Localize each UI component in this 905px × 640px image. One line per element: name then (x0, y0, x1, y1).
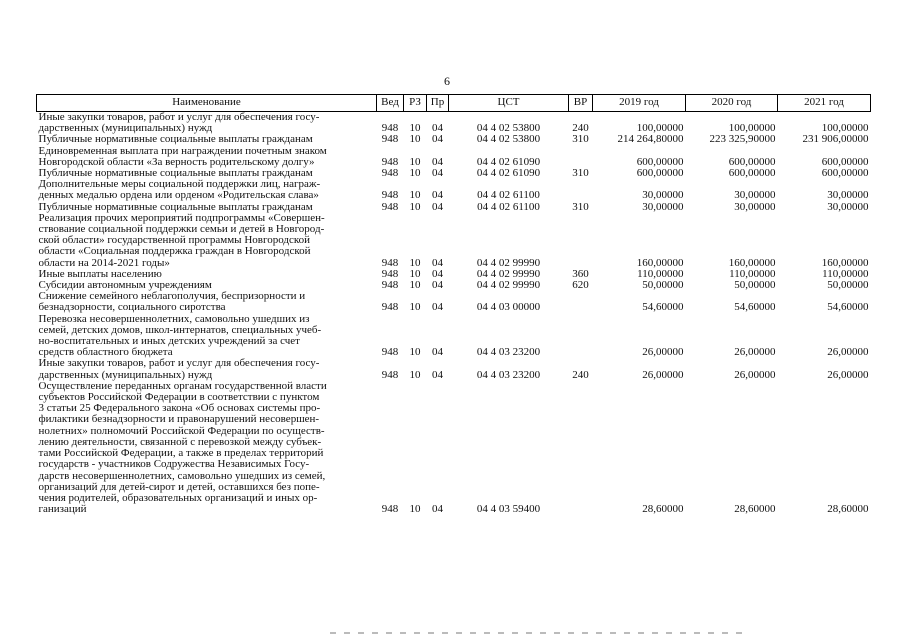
cell-pr: 04 (432, 133, 443, 146)
header-2019: 2019 год (593, 95, 686, 112)
cell-ved: 948 (381, 267, 399, 280)
name-line: Снижение семейного неблагополучия, беспризорности и (38, 290, 306, 303)
cell-rz: 10 (409, 267, 421, 280)
cell-ved: 948 (381, 167, 399, 180)
cell-cst: 04 4 02 61090 (476, 167, 541, 180)
cell-y2021: 231 906,00000 (802, 133, 869, 146)
name-line: Единовременная выплата при награждении почетным знаком (38, 144, 327, 157)
cell-y2021: 110,00000 (822, 267, 869, 280)
name-line: чения родителей, образовательных организаций и иных ор- (38, 491, 318, 504)
cell-name (37, 291, 377, 313)
cell-ved: 948 (381, 155, 399, 168)
table-row (37, 179, 871, 201)
table-row (37, 291, 871, 313)
name-line: безнадзорности, социального сиротства (38, 301, 226, 314)
cell-ved: 948 (381, 279, 399, 292)
cell-rz: 10 (409, 155, 421, 168)
cell-y2020: 26,00000 (734, 368, 776, 381)
header-vr: ВР (569, 95, 593, 112)
name-line: Осуществление переданных органам государственной власти (38, 379, 327, 392)
name-line: лению деятельности, связанной с перевозкой между субъек- (38, 435, 322, 448)
cell-ved: 948 (381, 368, 399, 381)
cell-pr: 04 (432, 200, 443, 213)
name-line: тами Российской Федерации, а также в пределах территорий (38, 447, 324, 460)
cell-y2019: 54,60000 (642, 301, 684, 314)
name-line: ствование социальной поддержки семьи и детей в Новгород- (38, 223, 325, 236)
cell-rz: 10 (409, 346, 421, 359)
name-line: ганизаций (38, 503, 87, 516)
cell-pr: 04 (432, 267, 443, 280)
header-pr: Пр (427, 95, 449, 112)
table-row (37, 112, 871, 135)
cell-y2020: 223 325,90000 (709, 133, 776, 146)
cell-y2020: 600,00000 (728, 167, 776, 180)
cell-y2020: 30,00000 (734, 200, 776, 213)
cell-y2020: 28,60000 (734, 503, 776, 516)
cell-pr: 04 (432, 301, 443, 314)
cell-y2019: 28,60000 (642, 503, 684, 516)
name-line: Дополнительные меры социальной поддержки лиц, награж- (38, 178, 321, 191)
cell-name (37, 314, 377, 359)
cell-cst: 04 4 03 23200 (476, 368, 541, 381)
cell-y2021: 26,00000 (827, 368, 869, 381)
header-2020: 2020 год (686, 95, 778, 112)
cell-rz: 10 (409, 256, 421, 269)
cell-rz: 10 (409, 301, 421, 314)
cell-y2019: 26,00000 (642, 368, 684, 381)
cell-cst: 04 4 02 53800 (476, 133, 541, 146)
cell-vr (569, 291, 593, 313)
cell-y2021: 28,60000 (827, 503, 869, 516)
cell-cst: 04 4 02 61100 (477, 189, 540, 202)
cell-vr (569, 179, 593, 201)
table-row (37, 213, 871, 269)
cell-name (37, 358, 377, 380)
cell-y2019: 30,00000 (642, 200, 684, 213)
cell-vr: 360 (572, 267, 589, 280)
cell-vr (569, 314, 593, 359)
name-line: филактики безнадзорности и правонарушений несовершен- (38, 413, 320, 426)
cell-name (37, 146, 377, 168)
page-number: 6 (444, 74, 450, 88)
cell-rz: 10 (409, 122, 421, 135)
cell-y2019: 600,00000 (636, 167, 684, 180)
cell-rz: 10 (409, 167, 421, 180)
cell-cst: 04 4 02 99990 (476, 267, 541, 280)
cell-pr: 04 (432, 279, 443, 292)
cell-name (37, 179, 377, 201)
cell-rz: 10 (409, 189, 421, 202)
name-line: Субсидии автономным учреждениям (38, 279, 212, 292)
cell-y2020: 160,00000 (728, 256, 776, 269)
cell-pr: 04 (432, 189, 443, 202)
name-line: дарственных (муниципальных) нужд (38, 122, 213, 135)
cell-vr: 310 (572, 200, 589, 213)
cell-y2021: 54,60000 (827, 301, 869, 314)
cell-cst: 04 4 02 99990 (476, 256, 541, 269)
cell-y2019: 30,00000 (642, 189, 684, 202)
cell-cst: 04 4 02 61090 (476, 155, 541, 168)
name-line: Иные выплаты населению (38, 267, 162, 280)
cell-y2019: 600,00000 (636, 155, 684, 168)
cell-pr: 04 (432, 503, 443, 516)
cell-y2020: 26,00000 (734, 346, 776, 359)
cell-rz: 10 (409, 279, 421, 292)
cell-y2019: 50,00000 (642, 279, 684, 292)
header-name: Наименование (37, 95, 377, 112)
scan-artifact (330, 632, 750, 634)
cell-y2020: 50,00000 (734, 279, 776, 292)
cell-ved: 948 (381, 503, 399, 516)
name-line: но-воспитательных и иных детских учреждений за счет (38, 335, 300, 348)
cell-y2020: 110,00000 (729, 267, 776, 280)
cell-rz: 10 (409, 200, 421, 213)
cell-cst: 04 4 02 53800 (476, 122, 541, 135)
cell-y2021: 30,00000 (827, 189, 869, 202)
cell-y2020: 30,00000 (734, 189, 776, 202)
name-line: Публичные нормативные социальные выплаты гражданам (38, 200, 313, 213)
cell-ved: 948 (381, 189, 399, 202)
cell-pr: 04 (432, 256, 443, 269)
cell-y2019: 160,00000 (636, 256, 684, 269)
cell-ved: 948 (381, 122, 399, 135)
cell-ved: 948 (381, 301, 399, 314)
cell-y2020: 600,00000 (728, 155, 776, 168)
name-line: средств областного бюджета (38, 346, 173, 359)
cell-cst: 04 4 03 00000 (476, 301, 541, 314)
name-line: семей, детских домов, школ-интернатов, специальных учеб- (38, 323, 322, 336)
cell-y2019: 214 264,80000 (617, 133, 684, 146)
table-header (37, 95, 871, 112)
table-body (37, 112, 871, 516)
cell-y2019: 110,00000 (637, 267, 684, 280)
cell-y2020: 54,60000 (734, 301, 776, 314)
cell-y2019: 100,00000 (636, 122, 684, 135)
cell-vr (569, 381, 593, 515)
table-row (37, 381, 871, 515)
header-cst: ЦСТ (449, 95, 569, 112)
cell-cst: 04 4 03 23200 (476, 346, 541, 359)
cell-rz: 10 (409, 503, 421, 516)
cell-ved: 948 (381, 346, 399, 359)
header-rz: РЗ (404, 95, 427, 112)
cell-pr: 04 (432, 346, 443, 359)
cell-ved: 948 (381, 133, 399, 146)
name-line: Иные закупки товаров, работ и услуг для обеспечения госу- (38, 357, 320, 370)
cell-pr: 04 (432, 167, 443, 180)
cell-cst: 04 4 03 59400 (476, 503, 541, 516)
name-line: субъектов Российской Федерации в соответствии с пунктом (38, 391, 320, 404)
cell-vr (569, 213, 593, 269)
table-row (37, 314, 871, 359)
cell-vr: 310 (572, 133, 589, 146)
cell-rz: 10 (409, 368, 421, 381)
cell-y2020: 100,00000 (728, 122, 776, 135)
name-line: Публичные нормативные социальные выплаты гражданам (38, 167, 313, 180)
header-ved: Вед (377, 95, 404, 112)
cell-name (37, 112, 377, 135)
name-line: области на 2014-2021 годы» (38, 256, 170, 269)
cell-vr (569, 146, 593, 168)
cell-y2021: 600,00000 (821, 167, 869, 180)
name-line: Реализация прочих мероприятий подпрограммы «Совершен- (38, 211, 325, 224)
cell-y2021: 100,00000 (821, 122, 869, 135)
cell-cst: 04 4 02 99990 (476, 279, 541, 292)
name-line: денных медалью ордена или орденом «Родительская слава» (38, 189, 319, 202)
name-line: Новгородской области «За верность родительскому долгу» (38, 155, 315, 168)
cell-y2021: 50,00000 (827, 279, 869, 292)
cell-y2021: 600,00000 (821, 155, 869, 168)
cell-name (37, 213, 377, 269)
name-line: Перевозка несовершеннолетних, самовольно ушедших из (38, 312, 310, 325)
name-line: государств - участников Содружества Независимых Госу- (38, 458, 310, 471)
name-line: 3 статьи 25 Федерального закона «Об основах системы про- (38, 402, 321, 415)
name-line: дарств несовершеннолетних, самовольно ушедших из семей, (38, 469, 326, 482)
cell-rz: 10 (409, 133, 421, 146)
name-line: ской области» государственной программы Новгородской (38, 234, 311, 247)
name-line: Иные закупки товаров, работ и услуг для обеспечения госу- (38, 111, 320, 123)
cell-ved: 948 (381, 200, 399, 213)
table-row (37, 146, 871, 168)
cell-y2019: 26,00000 (642, 346, 684, 359)
cell-vr: 240 (572, 368, 589, 381)
cell-y2021: 26,00000 (827, 346, 869, 359)
header-2021: 2021 год (778, 95, 871, 112)
cell-pr: 04 (432, 155, 443, 168)
name-line: Публичные нормативные социальные выплаты гражданам (38, 133, 313, 146)
table-row (37, 358, 871, 380)
name-line: организаций для детей-сирот и детей, оставшихся без попе- (38, 480, 320, 493)
cell-name (37, 381, 377, 515)
cell-pr: 04 (432, 122, 443, 135)
name-line: нолетних» полномочий Российской Федерации по осуществ- (38, 424, 325, 437)
cell-pr: 04 (432, 368, 443, 381)
cell-ved: 948 (381, 256, 399, 269)
name-line: дарственных (муниципальных) нужд (38, 368, 213, 381)
budget-table (36, 94, 871, 515)
name-line: области «Социальная поддержка граждан в Новгородской (38, 245, 311, 258)
cell-vr: 310 (572, 167, 589, 180)
cell-y2021: 30,00000 (827, 200, 869, 213)
cell-cst: 04 4 02 61100 (477, 200, 540, 213)
cell-vr: 620 (572, 279, 589, 292)
cell-vr: 240 (572, 122, 589, 135)
cell-y2021: 160,00000 (821, 256, 869, 269)
